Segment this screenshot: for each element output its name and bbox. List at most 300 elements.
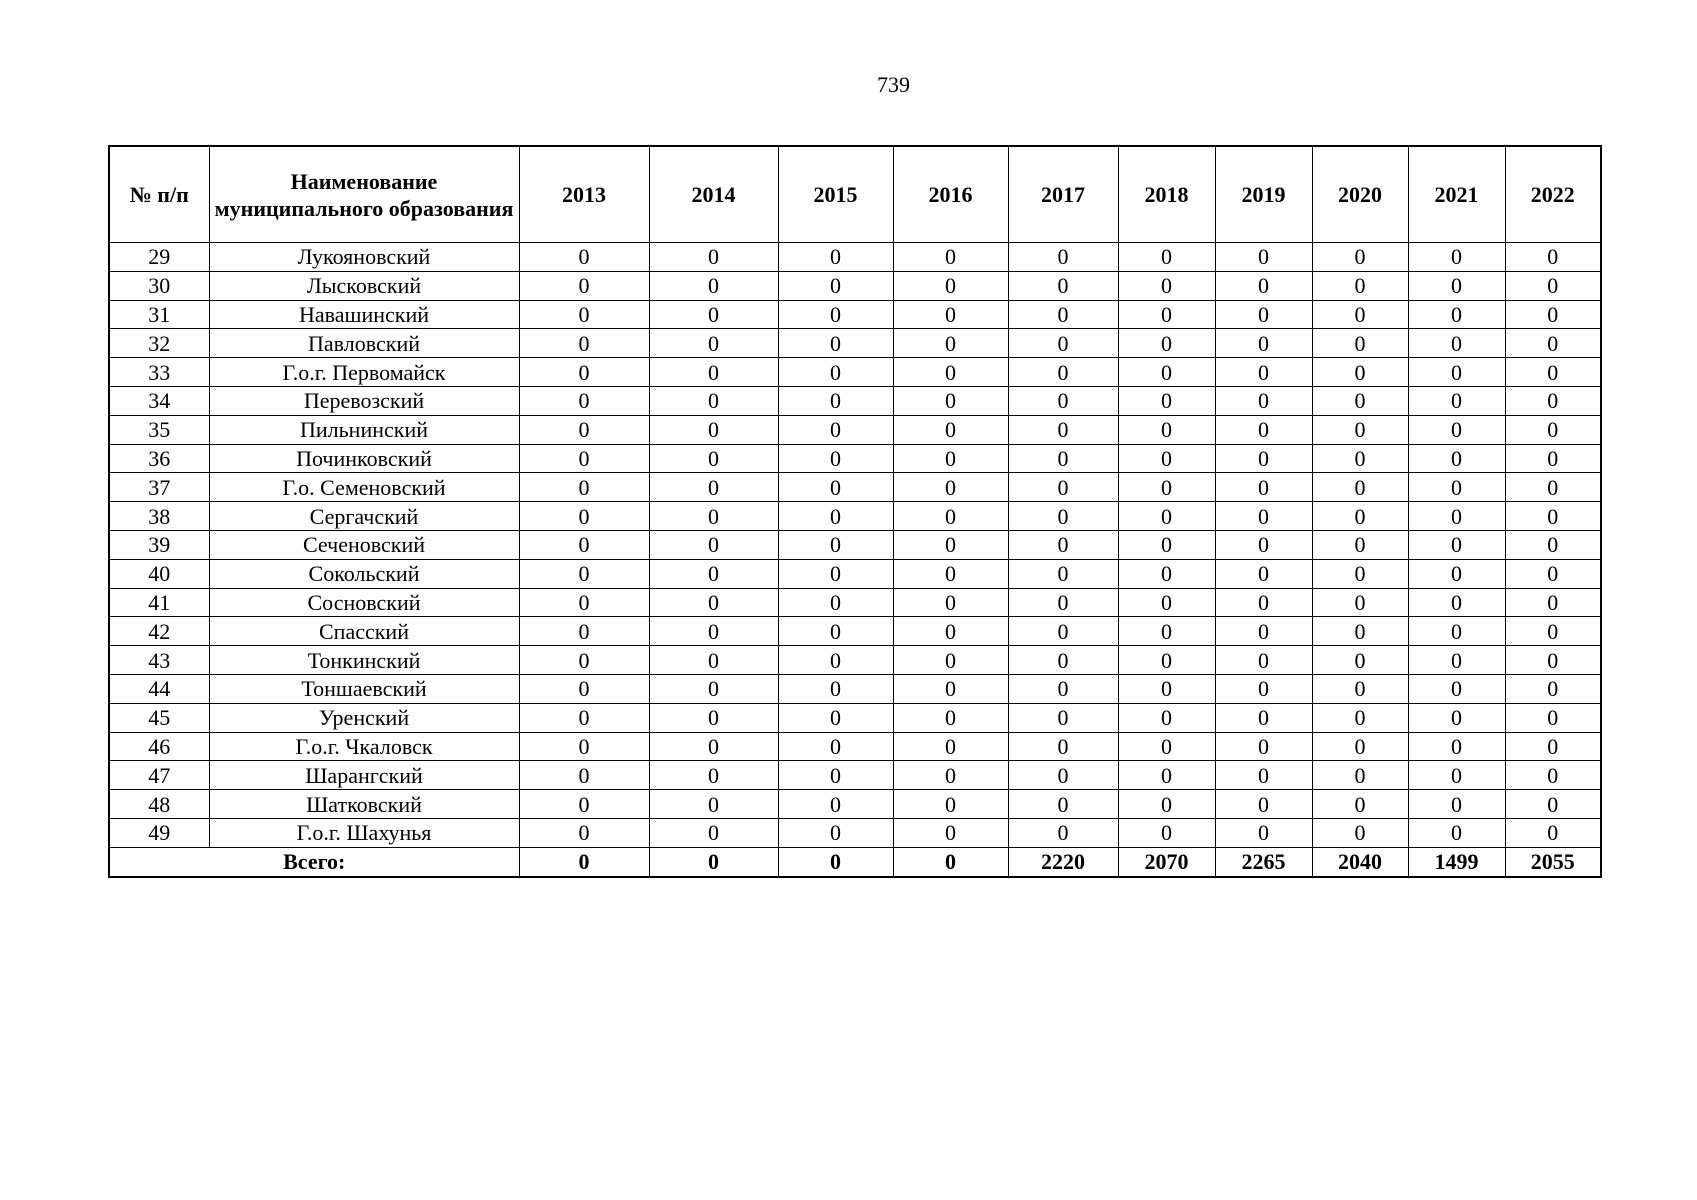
year-value: 0	[1008, 271, 1118, 300]
row-number: 29	[109, 243, 209, 272]
year-value: 0	[1215, 415, 1312, 444]
total-value: 2220	[1008, 847, 1118, 876]
year-value: 0	[778, 271, 893, 300]
year-value: 0	[778, 300, 893, 329]
year-value: 0	[1008, 761, 1118, 790]
table-body	[109, 243, 1601, 848]
total-value: 2265	[1215, 847, 1312, 876]
year-value: 0	[1118, 761, 1215, 790]
year-value: 0	[1408, 588, 1505, 617]
municipality-name: Сергачский	[209, 502, 519, 531]
row-number: 43	[109, 646, 209, 675]
year-value: 0	[1312, 329, 1408, 358]
year-value: 0	[1505, 617, 1601, 646]
year-value: 0	[519, 674, 649, 703]
year-value: 0	[649, 415, 778, 444]
row-number: 30	[109, 271, 209, 300]
row-number: 45	[109, 703, 209, 732]
year-value: 0	[893, 674, 1008, 703]
year-value: 0	[893, 617, 1008, 646]
year-value: 0	[1008, 588, 1118, 617]
year-value: 0	[519, 358, 649, 387]
year-value: 0	[1312, 732, 1408, 761]
year-value: 0	[1215, 588, 1312, 617]
year-value: 0	[1118, 473, 1215, 502]
year-value: 0	[1505, 358, 1601, 387]
year-value: 0	[1118, 243, 1215, 272]
row-number: 40	[109, 559, 209, 588]
year-value: 0	[519, 790, 649, 819]
municipality-name: Шатковский	[209, 790, 519, 819]
year-value: 0	[778, 415, 893, 444]
year-value: 0	[1008, 300, 1118, 329]
year-value: 0	[893, 646, 1008, 675]
year-value: 0	[1215, 790, 1312, 819]
year-value: 0	[893, 790, 1008, 819]
year-value: 0	[1215, 300, 1312, 329]
year-value: 0	[893, 732, 1008, 761]
year-value: 0	[1408, 329, 1505, 358]
year-value: 0	[1215, 559, 1312, 588]
row-number: 49	[109, 818, 209, 847]
year-value: 0	[649, 530, 778, 559]
row-number: 37	[109, 473, 209, 502]
year-value: 0	[1312, 761, 1408, 790]
table-row	[109, 703, 1601, 732]
year-value: 0	[893, 300, 1008, 329]
table-row	[109, 818, 1601, 847]
year-value: 0	[1118, 588, 1215, 617]
year-value: 0	[778, 502, 893, 531]
year-value: 0	[1008, 790, 1118, 819]
year-value: 0	[1215, 386, 1312, 415]
year-value: 0	[1008, 329, 1118, 358]
year-value: 0	[778, 444, 893, 473]
municipality-name: Сосновский	[209, 588, 519, 617]
year-value: 0	[1408, 271, 1505, 300]
year-value: 0	[1312, 386, 1408, 415]
year-value: 0	[1008, 646, 1118, 675]
year-value: 0	[1505, 243, 1601, 272]
year-value: 0	[1008, 444, 1118, 473]
year-value: 0	[649, 243, 778, 272]
year-value: 0	[519, 271, 649, 300]
year-value: 0	[778, 559, 893, 588]
year-value: 0	[1118, 703, 1215, 732]
table-row	[109, 329, 1601, 358]
year-value: 0	[778, 329, 893, 358]
year-value: 0	[1505, 703, 1601, 732]
year-value: 0	[1008, 530, 1118, 559]
total-value: 0	[519, 847, 649, 876]
total-value: 2070	[1118, 847, 1215, 876]
year-value: 0	[1312, 559, 1408, 588]
header-year: 2019	[1215, 146, 1312, 243]
header-year: 2015	[778, 146, 893, 243]
row-number: 47	[109, 761, 209, 790]
row-number: 33	[109, 358, 209, 387]
year-value: 0	[519, 243, 649, 272]
year-value: 0	[893, 329, 1008, 358]
table-header-row	[109, 146, 1601, 243]
year-value: 0	[893, 444, 1008, 473]
table-row	[109, 588, 1601, 617]
table-row	[109, 444, 1601, 473]
year-value: 0	[1215, 732, 1312, 761]
year-value: 0	[1118, 559, 1215, 588]
year-value: 0	[1505, 674, 1601, 703]
year-value: 0	[1408, 761, 1505, 790]
municipality-name: Лукояновский	[209, 243, 519, 272]
year-value: 0	[1505, 300, 1601, 329]
year-value: 0	[649, 617, 778, 646]
year-value: 0	[649, 358, 778, 387]
year-value: 0	[519, 646, 649, 675]
year-value: 0	[893, 271, 1008, 300]
year-value: 0	[1408, 444, 1505, 473]
total-value: 0	[893, 847, 1008, 876]
year-value: 0	[778, 818, 893, 847]
total-value: 2055	[1505, 847, 1601, 876]
header-year: 2016	[893, 146, 1008, 243]
year-value: 0	[649, 674, 778, 703]
year-value: 0	[1118, 358, 1215, 387]
table-row	[109, 732, 1601, 761]
year-value: 0	[1408, 790, 1505, 819]
year-value: 0	[1118, 386, 1215, 415]
year-value: 0	[1215, 761, 1312, 790]
year-value: 0	[1505, 271, 1601, 300]
year-value: 0	[649, 271, 778, 300]
municipality-name: Г.о.г. Чкаловск	[209, 732, 519, 761]
year-value: 0	[1118, 530, 1215, 559]
total-value: 0	[778, 847, 893, 876]
row-number: 44	[109, 674, 209, 703]
year-value: 0	[1215, 502, 1312, 531]
year-value: 0	[519, 502, 649, 531]
year-value: 0	[1215, 703, 1312, 732]
year-value: 0	[519, 617, 649, 646]
year-value: 0	[1118, 790, 1215, 819]
table-row	[109, 646, 1601, 675]
year-value: 0	[1408, 732, 1505, 761]
year-value: 0	[1312, 588, 1408, 617]
year-value: 0	[649, 646, 778, 675]
year-value: 0	[778, 386, 893, 415]
year-value: 0	[519, 386, 649, 415]
year-value: 0	[1312, 703, 1408, 732]
header-year: 2020	[1312, 146, 1408, 243]
year-value: 0	[1408, 473, 1505, 502]
year-value: 0	[778, 617, 893, 646]
year-value: 0	[1312, 358, 1408, 387]
year-value: 0	[1312, 790, 1408, 819]
year-value: 0	[1408, 617, 1505, 646]
year-value: 0	[1008, 502, 1118, 531]
year-value: 0	[649, 559, 778, 588]
year-value: 0	[1505, 790, 1601, 819]
header-year: 2013	[519, 146, 649, 243]
year-value: 0	[1215, 646, 1312, 675]
municipality-name: Починковский	[209, 444, 519, 473]
year-value: 0	[778, 761, 893, 790]
year-value: 0	[519, 329, 649, 358]
total-row	[109, 847, 1601, 876]
year-value: 0	[893, 588, 1008, 617]
year-value: 0	[1312, 444, 1408, 473]
year-value: 0	[1215, 243, 1312, 272]
year-value: 0	[519, 703, 649, 732]
year-value: 0	[778, 732, 893, 761]
table-row	[109, 300, 1601, 329]
year-value: 0	[1505, 444, 1601, 473]
year-value: 0	[1008, 818, 1118, 847]
year-value: 0	[1312, 502, 1408, 531]
year-value: 0	[1312, 300, 1408, 329]
year-value: 0	[519, 473, 649, 502]
year-value: 0	[1215, 329, 1312, 358]
year-value: 0	[1408, 559, 1505, 588]
municipality-name: Тонкинский	[209, 646, 519, 675]
year-value: 0	[649, 329, 778, 358]
municipality-name: Спасский	[209, 617, 519, 646]
total-label: Всего:	[109, 847, 519, 876]
year-value: 0	[1408, 818, 1505, 847]
table-row	[109, 386, 1601, 415]
year-value: 0	[519, 761, 649, 790]
year-value: 0	[1008, 386, 1118, 415]
year-value: 0	[1505, 473, 1601, 502]
row-number: 48	[109, 790, 209, 819]
table-row	[109, 358, 1601, 387]
year-value: 0	[1118, 502, 1215, 531]
header-year: 2017	[1008, 146, 1118, 243]
year-value: 0	[1312, 271, 1408, 300]
year-value: 0	[1008, 703, 1118, 732]
year-value: 0	[1312, 415, 1408, 444]
year-value: 0	[1118, 415, 1215, 444]
year-value: 0	[1008, 559, 1118, 588]
year-value: 0	[1408, 502, 1505, 531]
municipality-name: Г.о.г. Шахунья	[209, 818, 519, 847]
year-value: 0	[1008, 732, 1118, 761]
year-value: 0	[649, 300, 778, 329]
year-value: 0	[1118, 674, 1215, 703]
year-value: 0	[1505, 415, 1601, 444]
table-row	[109, 530, 1601, 559]
year-value: 0	[1312, 243, 1408, 272]
year-value: 0	[1408, 674, 1505, 703]
row-number: 32	[109, 329, 209, 358]
year-value: 0	[649, 473, 778, 502]
table-row	[109, 415, 1601, 444]
table-row	[109, 617, 1601, 646]
year-value: 0	[893, 559, 1008, 588]
municipality-name: Павловский	[209, 329, 519, 358]
year-value: 0	[893, 415, 1008, 444]
year-value: 0	[893, 761, 1008, 790]
year-value: 0	[649, 703, 778, 732]
municipality-name: Г.о. Семеновский	[209, 473, 519, 502]
year-value: 0	[649, 588, 778, 617]
municipality-name: Г.о.г. Первомайск	[209, 358, 519, 387]
year-value: 0	[1008, 617, 1118, 646]
year-value: 0	[649, 761, 778, 790]
year-value: 0	[1408, 300, 1505, 329]
year-value: 0	[778, 790, 893, 819]
year-value: 0	[1408, 386, 1505, 415]
year-value: 0	[778, 674, 893, 703]
row-number: 31	[109, 300, 209, 329]
year-value: 0	[1408, 358, 1505, 387]
row-number: 41	[109, 588, 209, 617]
year-value: 0	[778, 703, 893, 732]
year-value: 0	[1408, 703, 1505, 732]
row-number: 42	[109, 617, 209, 646]
year-value: 0	[893, 530, 1008, 559]
data-table	[108, 145, 1602, 878]
municipality-name: Сокольский	[209, 559, 519, 588]
year-value: 0	[1215, 473, 1312, 502]
header-name: Наименование муниципального образования	[209, 146, 519, 243]
year-value: 0	[1118, 329, 1215, 358]
year-value: 0	[649, 790, 778, 819]
row-number: 39	[109, 530, 209, 559]
year-value: 0	[1118, 732, 1215, 761]
year-value: 0	[893, 703, 1008, 732]
total-value: 2040	[1312, 847, 1408, 876]
header-num: № п/п	[109, 146, 209, 243]
table-row	[109, 790, 1601, 819]
row-number: 35	[109, 415, 209, 444]
year-value: 0	[1008, 358, 1118, 387]
municipality-name: Навашинский	[209, 300, 519, 329]
year-value: 0	[778, 530, 893, 559]
year-value: 0	[1312, 617, 1408, 646]
year-value: 0	[1505, 818, 1601, 847]
year-value: 0	[1008, 243, 1118, 272]
year-value: 0	[1312, 473, 1408, 502]
year-value: 0	[649, 818, 778, 847]
table-row	[109, 502, 1601, 531]
year-value: 0	[649, 386, 778, 415]
row-number: 46	[109, 732, 209, 761]
year-value: 0	[1312, 674, 1408, 703]
municipality-name: Шарангский	[209, 761, 519, 790]
year-value: 0	[778, 588, 893, 617]
year-value: 0	[1118, 818, 1215, 847]
header-year: 2018	[1118, 146, 1215, 243]
year-value: 0	[1505, 559, 1601, 588]
year-value: 0	[1215, 530, 1312, 559]
year-value: 0	[893, 502, 1008, 531]
year-value: 0	[893, 473, 1008, 502]
year-value: 0	[1408, 530, 1505, 559]
table-row	[109, 473, 1601, 502]
total-value: 0	[649, 847, 778, 876]
year-value: 0	[649, 502, 778, 531]
year-value: 0	[519, 559, 649, 588]
year-value: 0	[519, 415, 649, 444]
year-value: 0	[1008, 415, 1118, 444]
header-year: 2014	[649, 146, 778, 243]
row-number: 34	[109, 386, 209, 415]
year-value: 0	[1118, 617, 1215, 646]
year-value: 0	[1215, 358, 1312, 387]
year-value: 0	[1505, 386, 1601, 415]
year-value: 0	[1118, 271, 1215, 300]
year-value: 0	[519, 818, 649, 847]
year-value: 0	[1215, 617, 1312, 646]
year-value: 0	[1312, 530, 1408, 559]
year-value: 0	[1505, 732, 1601, 761]
municipality-name: Сеченовский	[209, 530, 519, 559]
year-value: 0	[1215, 271, 1312, 300]
year-value: 0	[778, 243, 893, 272]
table-row	[109, 559, 1601, 588]
municipality-name: Перевозский	[209, 386, 519, 415]
year-value: 0	[1312, 646, 1408, 675]
year-value: 0	[1505, 329, 1601, 358]
year-value: 0	[1408, 415, 1505, 444]
year-value: 0	[519, 530, 649, 559]
year-value: 0	[893, 358, 1008, 387]
year-value: 0	[649, 732, 778, 761]
year-value: 0	[778, 646, 893, 675]
year-value: 0	[519, 588, 649, 617]
year-value: 0	[519, 300, 649, 329]
year-value: 0	[1008, 473, 1118, 502]
year-value: 0	[778, 473, 893, 502]
year-value: 0	[519, 444, 649, 473]
year-value: 0	[893, 243, 1008, 272]
municipality-name: Лысковский	[209, 271, 519, 300]
row-number: 36	[109, 444, 209, 473]
year-value: 0	[1505, 530, 1601, 559]
table-row	[109, 761, 1601, 790]
municipality-name: Тоншаевский	[209, 674, 519, 703]
year-value: 0	[778, 358, 893, 387]
year-value: 0	[1505, 646, 1601, 675]
year-value: 0	[1312, 818, 1408, 847]
year-value: 0	[1118, 300, 1215, 329]
year-value: 0	[519, 732, 649, 761]
year-value: 0	[893, 386, 1008, 415]
row-number: 38	[109, 502, 209, 531]
header-year: 2022	[1505, 146, 1601, 243]
year-value: 0	[1118, 646, 1215, 675]
year-value: 0	[1215, 818, 1312, 847]
year-value: 0	[1215, 674, 1312, 703]
year-value: 0	[1505, 761, 1601, 790]
table-row	[109, 243, 1601, 272]
municipality-name: Уренский	[209, 703, 519, 732]
table-row	[109, 674, 1601, 703]
year-value: 0	[1505, 588, 1601, 617]
year-value: 0	[893, 818, 1008, 847]
header-year: 2021	[1408, 146, 1505, 243]
year-value: 0	[1505, 502, 1601, 531]
table-row	[109, 271, 1601, 300]
year-value: 0	[1408, 646, 1505, 675]
year-value: 0	[1118, 444, 1215, 473]
year-value: 0	[1215, 444, 1312, 473]
page-number: 739	[877, 72, 910, 97]
year-value: 0	[1008, 674, 1118, 703]
year-value: 0	[1408, 243, 1505, 272]
total-value: 1499	[1408, 847, 1505, 876]
year-value: 0	[649, 444, 778, 473]
